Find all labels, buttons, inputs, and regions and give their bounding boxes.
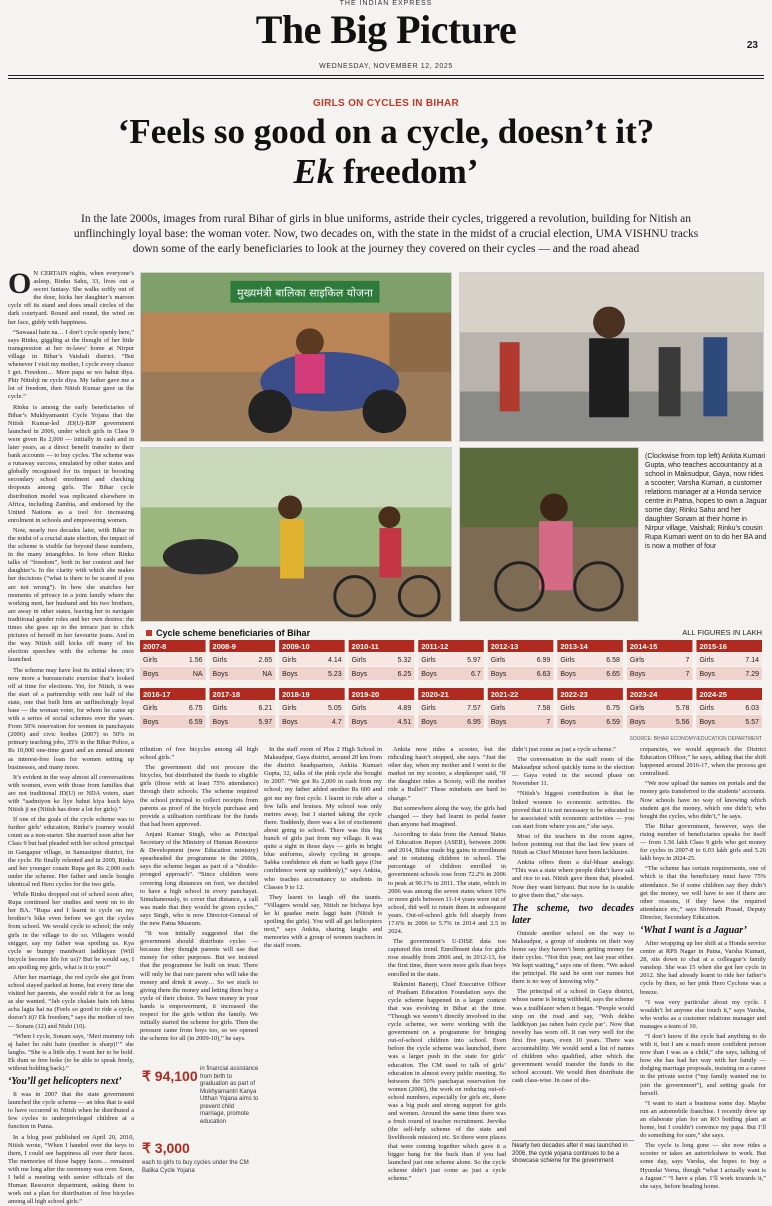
series-label: Girls (699, 657, 714, 664)
series-label: Boys (421, 671, 437, 678)
article-paragraph: But somewhere along the way, the girls had changed — they had learnt to pedal faster than anyone had imagined. (388, 804, 506, 828)
boys-value: 5.57 (745, 719, 759, 726)
article-paragraph: “We now upload the names on portals and the money gets transferred to the students’ accounts. Now schools have no way of knowing which student got the money, which one didn’t; who bought the cycles, who didn’t,” he says. (640, 780, 766, 820)
year-label: 2019-20 (351, 690, 380, 699)
article-paragraph: The conversation in the staff room of the Maksudpur school quickly turns to the election — Gaya voted in the second phase on November 11. (512, 756, 634, 788)
year-label: 2024-25 (699, 690, 727, 699)
beneficiaries-chart (140, 640, 766, 740)
article-paragraph: Now, nearly two decades later, with Bihar in the midst of a crucial state election, the impact of the scheme is visible far beyond these numbers, in the many intangibles. In how often Rinku talks of “freedom”, both in her context and her daughter’s. In the clarity with which she makes her decisions (“what is there to be scared if you are not wrong”). In how she snatches her moments of privacy in a joint family where the working men, her husband and his two brothers, are away in other states, leaving her to navigate traditional gender roles and her own desires: the times she goes up to the terrace just to click pictures of herself in her favourite jeans. And in the way Nitish still kicks off many of his election speeches with the scheme he once launched. (8, 526, 134, 664)
boys-value: 6.95 (467, 719, 481, 726)
photo-varsha-honda (459, 272, 764, 442)
boys-value: 6.59 (606, 719, 620, 726)
girls-value: 7.58 (536, 705, 551, 712)
standfirst: In the late 2000s, images from rural Bihar of girls in blue uniforms, astride their cycles, triggered a revolution, building for Nitish an unflinchingly loyal base: the woman voter. Now, two decades on, with the state in the midst of a crucial election, UMA VISHNU tracks down some of the early beneficiaries to look at the journey they covered on their cycles — and the road ahead (73, 213, 699, 255)
headline (0, 112, 772, 192)
article-column-6 (640, 746, 766, 1198)
series-label: Boys (699, 719, 716, 726)
girls-value: 4.89 (397, 705, 412, 712)
boys-value: 4.51 (397, 719, 412, 726)
series-label: Boys (421, 719, 437, 726)
series-label: Girls (212, 705, 227, 712)
series-label: Boys (212, 671, 229, 678)
series-label: Boys (212, 719, 229, 726)
year-label: 2014-15 (629, 642, 658, 651)
girls-value: 5.97 (467, 657, 481, 664)
article-paragraph: “I was very particular about my cycle. I wouldn’t let anyone else touch it,” says Varsha, who works as a customer relations manager and manages a team of 10. (640, 998, 766, 1030)
inline-photo-caption: Nearly two decades after it was launched in 2006, the cycle yojana continues to be a showcase scheme for the government (512, 1140, 634, 1166)
girls-value: 6.03 (745, 705, 759, 712)
article-paragraph: Ankita offers them a daf-bhaar analogy. “This was a state where people didn’t have salt and rice to eat. Nitish gave them that, pleaded. Now they want biriyani. But now he is unable to give them that,” she says. (512, 859, 634, 899)
girls-value: 7.14 (745, 657, 759, 664)
series-label: Girls (282, 705, 297, 712)
year-label: 2010-11 (351, 642, 379, 651)
series-label: Girls (212, 657, 227, 664)
series-label: Boys (629, 719, 646, 726)
subheading: ‘You’ll get helicopters next’ (8, 1076, 122, 1088)
article-paragraph: In a blog post published on April 20, 2010, Nitish wrote, “When I handed over the keys to them, I could see happiness all over their faces. The memories of those happy faces… remained with me long after the ceremony was over. Soon, I held a meeting with senior officials of the Human Resource department, asking them to work out a plan for distribution of free bicycles among all high school girls.” (8, 1133, 134, 1206)
article-paragraph: Rinku is among the early beneficiaries of Bihar’s Mukhyamantri Cycle Yojana that the Nitish Kumar-led JD(U)-BJP government launched in 2006, under which girls in Class 9 were given Rs 2,000 — initially in cash and in later years, as a direct benefit transfer to their bank accounts — to buy cycles. The scheme was a runaway success, emulated by other states and globally recognised for its impact in boosting secondary school enrolment and checking dropouts among girls. The Bihar cycle distribution model was replicated elsewhere in Africa, including Zambia, and endorsed by the United Nations as a tool for increasing enrolment in schools and empowering women. (8, 403, 134, 524)
girls-value: 6.21 (258, 705, 273, 712)
series-label: Boys (560, 719, 576, 726)
series-label: Boys (143, 719, 159, 726)
photo-ankita-illustration (141, 273, 451, 441)
article-paragraph: O N CERTAIN nights, when everyone’s asleep, Rinku Sahu, 33, lives out a secret fantasy. She walks softly out of the door, kicks her daughter’s maroon cycle off its stand and does small circles of the dark courtyard. Round and round, the wind on her face, giddy with happiness. (8, 267, 134, 326)
girls-value: 5.32 (397, 657, 412, 664)
girls-value: 5.05 (328, 705, 342, 712)
series-label: Boys (351, 671, 368, 678)
article-paragraph: The scheme may have lost its initial sheen; it’s now more a bureaucratic exercise that’s looked off at time for elections. Yet, for Nitish, it was the start of a partnership with one half of the state, one that built him an unflinchingly loyal base — the woman voter, for whom he came up with a series of social schemes over the years. From 50% reservation for women in panchayats (2006) and civic bodies (2007) to 50% in primary teaching jobs, 35% in the Bihar Police, a Rs 10,000 one-time grant and an annual amount as interest-free loan for women setting up businesses, and many more. (8, 666, 135, 771)
year-label: 2008-9 (212, 642, 236, 651)
boys-value: 7 (685, 671, 690, 678)
publisher-name: THE INDIAN EXPRESS (339, 0, 433, 7)
photo-rinku-sonam (140, 447, 452, 622)
photo-rupa-illustration (460, 448, 638, 621)
article-paragraph: The government did not procure the bicycles, but distributed the funds to eligible girls (those with at least 75% attendance) through their schools. The scheme required the school principal to collect receipts from parents as proof of the bicycle purchase and provide a utilisation certificate for the funds that had been approved. (140, 764, 258, 828)
year-label: 2020-21 (421, 690, 449, 699)
series-label: Girls (351, 657, 367, 664)
girls-value: 6.75 (188, 705, 203, 712)
article-paragraph: After her marriage, the red cycle she got from school stayed parked at home, but every time she visited her parents, she would ride it for as long as she wanted. “Jab cycle chalate hain toh kitna acha lagta hai na (Feels so good to ride a cycle, doesn’t it)? Ek freedom,” says the mother of two — Sonam (12) and Nishi (10). (8, 973, 134, 1030)
boys-value: 6.63 (536, 671, 551, 678)
year-label: 2022-23 (560, 690, 588, 699)
article-paragraph: tribution of free bicycles among all high school girls.” (140, 746, 258, 762)
girls-value: 6.58 (606, 657, 620, 664)
series-label: Boys (629, 671, 646, 678)
page-number: 23 (746, 40, 758, 51)
series-label: Girls (490, 657, 506, 664)
article-paragraph: The cycle is long gone — she now rides a scooter or takes an autorickshaw to work. But some day, says Varsha, she hopes to buy a Hyundai Verna, though “what I actually want is a Jaguar.” “I have a plan. I’ll work towards it,” she says, before heading home. (640, 1142, 766, 1190)
boys-value: 6.65 (606, 671, 620, 678)
article-paragraph: It was in 2007 that the state government launched the cycle scheme — an idea that is said to have occurred to Nitish when he distributed a few cycles to underprivileged children at a function in Patna. (8, 1091, 134, 1131)
article-paragraph: Most of the teachers in the room agree, before pointing out that the last few years of Nitish as Chief Minister have been lacklustre. (512, 832, 634, 857)
headline-italic: Ek (293, 152, 335, 191)
series-label: Girls (629, 657, 645, 664)
article-paragraph: The Bihar government, however, says the rising number of beneficiaries speaks for itself — from 1.56 lakh Class 9 girls who got money for cycles in 2007-8 to 6.03 lakh girls and 5.26 lakh boys in 2024-25. (640, 822, 766, 863)
chart-source: SOURCE: BIHAR ECONOMY/EDUCATION DEPARTMENT (629, 736, 762, 742)
article-paragraph: After wrapping up her shift at a Honda service centre at RPS Nagar in Patna, Varsha Kumari, 28, sits down to chat at a colleague’s family vanshop. She was 15 when she got her cycle in 2012. She had already learnt to ride her father’s cycle by then, so her pink Hero Cyclone was a breeze. (640, 939, 766, 996)
article-paragraph: Anjani Kumar Singh, who as Principal Secretary of the Ministry of Human Resource & Development (now Education ministry) spearheaded the programme in the 2000s, says the scheme began as part of a “double-pronged approach”. “Since children were covering long distances on foot, we decided to have a high school in every panchayat. Simultaneously, to cover that distance, a call was made that they would be given cycles,” says Singh, who is now Director-General of the new Patna Museum. (140, 830, 258, 927)
year-label: 2009-10 (282, 642, 310, 651)
article-paragraph: “Nitish’s biggest contribution is that he linked women to economic activities. He proved that it is not necessary to be educated to be associated with economic activities — you can start from where you are,” she says. (512, 790, 634, 830)
year-label: 2007-8 (143, 642, 167, 651)
article-column-4 (388, 746, 506, 1198)
series-label: Boys (560, 671, 576, 678)
year-label: 2018-19 (282, 690, 310, 699)
series-label: Boys (143, 671, 159, 678)
article-paragraph: While Rinku dropped out of school soon after, Rupa continued her studies and went on to do her BA. “Rupa and I learnt to cycle on my brother’s bike even before we got the cycles from school. We would cycle to school; the only girls in the village to do so. Villagers would snigger, say my father was spoiling us. Kya cycle se bumpy mandwari laddkiyan (Will bicycle become life for us)? But he would say, I am spoiling my girls, what is it to you?” (8, 891, 134, 971)
girls-value: 6.99 (536, 657, 551, 664)
article-paragraph: Outside another school on the way to Maksudpur, a group of students on their way home say they haven’t been getting money for their cycles. “Not this year, not last year either. We kept waiting,” says one of them. “We asked the principal. He said he sent our names but there is no way of knowing why.” (512, 929, 634, 986)
article-paragraph: “I want to start a business some day. Maybe run an automobile franchise. I recently drew up an elaborate plan for an RO bottling plant at home, but I couldn’t convince my papa. But I’ll do something for sure,” she says. (640, 1099, 766, 1140)
article-paragraph: The principal of a school in Gaya district, whose name is being withheld, says the scheme was a trailblazer when it began. “People would stop on the road and say, ‘Woh dekho laddkiyan jaa rahen hain cycle par’. Now that novelty has worn off. It ran very well for the first five years, even 10 years. There was accountability. We would send a list of names of children who qualified, after which the government would transfer the funds to the school account. We would then distribute the cash class-wise. In case of dis- (512, 988, 634, 1085)
article-paragraph: Rukmini Banerji, Chief Executive Officer of Pratham Education Foundation says the cycle scheme happened in a larger context that was evolving in Bihar at the time. “Though we weren’t directly involved in the cycle scheme, we were working with the government on a programme for bringing out-of-school children into school. Even before the cycle scheme was launched, there was a larger push in the state for girls’ education. The CM used to talk of girls’ education in almost every public meeting. So between the 50% panchayat reservation for women (2006), the work on reducing out-of-school numbers, especially for girls etc, there was a big push and strong support for girls and women. Around the same time there was a fresh round of teacher recruitment. Jeevika (the self-help scheme of the state and livelihoods mission) etc. So there were places that were coming together which gave it a bigger bang for the buck than if you had launched just one scheme alone. So the cycle scheme didn’t just come as just a cycle scheme.” (388, 980, 506, 1182)
series-label: Boys (282, 719, 298, 726)
photo-rinku-illustration (141, 448, 451, 621)
series-label: Boys (282, 671, 298, 678)
series-label: Girls (629, 705, 645, 712)
series-label: Girls (351, 705, 367, 712)
kicker: GIRLS ON CYCLES IN BIHAR (312, 98, 460, 109)
article-paragraph: “It was initially suggested that the government should distribute cycles — because they thought parents will use that money for other purposes. But we insisted that the programme be built on trust. There will only be that rare parent who will take the money and drink it away… So we stuck to giving them the money and letting them buy a cycle of their choice. To have money in your hands is empowerment, it increased the respect for the girls within the family. We initially started the scheme for girls. Then the pressure came from boys too, so we opened the scheme for all (in 2009-10),” he says. (140, 930, 258, 1043)
year-label: 2016-17 (143, 690, 171, 699)
boys-value: 7.29 (745, 671, 759, 678)
year-label: 2015-16 (699, 642, 727, 651)
girls-value: 4.14 (328, 657, 342, 664)
series-label: Boys (699, 671, 716, 678)
boys-value: NA (262, 671, 273, 678)
chart-title: Cycle scheme beneficiaries of Bihar (146, 628, 310, 638)
photo-caption: (Clockwise from top left) Ankita Kumari Gupta, who teaches accountancy at a school in Maksudpur, Gaya, now rides a scooter; Varsha Kumari, a customer relations manager at a Honda service centre in Patna, hopes to own a Jaguar some day; Rinku Sahu and her daughter Sonam at their home in Nirpur village, Vaishali; Rinku’s cousin Rupa Kumari went on to do her BA and is now a mother of four (645, 453, 767, 550)
sidebar-amount-2: ₹ 3,000 (142, 1140, 190, 1156)
article-paragraph: The government’s U-DISE data too captured this trend. Enrollment data for girls rose steadily from 2006 and, in 2012-13, for the first time, there were more girls than boys enrolled in the state. (388, 938, 506, 978)
series-label: Girls (143, 705, 158, 712)
banner-text: मुख्यमंत्री बालिका साइकिल योजना (236, 286, 373, 300)
boys-value: 6.7 (471, 671, 481, 678)
article-column-5 (512, 746, 634, 1198)
issue-date: WEDNESDAY, NOVEMBER 12, 2025 (319, 63, 453, 70)
boys-value: NA (192, 671, 203, 678)
boys-value: 6.59 (188, 719, 203, 726)
drop-cap: O (8, 267, 32, 300)
boys-value: 6.25 (397, 671, 412, 678)
article-column-2 (140, 746, 258, 1064)
chart-title-marker (146, 630, 152, 636)
article-column-3 (264, 746, 382, 1198)
year-label: 2013-14 (560, 642, 588, 651)
chart-units: ALL FIGURES IN LAKH (682, 628, 762, 637)
masthead-rule (8, 75, 764, 76)
girls-value: 5.78 (675, 705, 690, 712)
series-label: Girls (421, 657, 436, 664)
series-label: Boys (351, 719, 368, 726)
boys-value: 5.56 (675, 719, 690, 726)
headline-rest: freedom’ (334, 152, 479, 191)
photo-ankita-scooter (140, 272, 452, 442)
article-paragraph: In the staff room of Plus 2 High School in Maksudpur, Gaya district, around 20 km from the district headquarters, Ankita Kumari Gupta, 32, talks of the pink cycle she bought in 2007. “We got Rs 2,000 in cash from my school; my father added another Rs 600 and got me my first cycle. I learnt to ride after a few falls and bruises. My school was only metres away, but I started taking the cycle there. Suddenly, there was a lot of excitement about going to school. There was this big bunch of girls just from my village. It was quite a sight in those days — girls in bright blue uniforms, slowly cycling in groups. Sabka confidence ek dum se badh gaya (Our confidence went up suddenly),” says Ankita, who teaches accountancy to students in Classes 9 to 12. (264, 746, 382, 891)
series-label: Girls (490, 705, 506, 712)
boys-value: 7 (546, 719, 551, 726)
article-paragraph: If one of the goals of the cycle scheme was to further girls’ education, Rinku’s journey would count as a non-starter. She married soon after her Class 9 but had pleaded with her school principal in Gangapur village, in Samastipur district, for the cycle. He finally relented and in 2009, Rinku and her younger cousin Rupa got Rs 2,000 each under the scheme. Her father and uncle bought identical red Hero cycles for the two girls. (8, 816, 135, 888)
headline-line-2 (0, 152, 772, 192)
article-paragraph: “When I cycle, Sonam says, ‘Meri mummy toh aj haber ho rahi hain (mother is sharp)!’” she laughs. “She is a little shy. I want her to be bold. Ek dum se free hoke (to be able to speak freely, without holding back).” (8, 1032, 134, 1072)
girls-value: 7 (685, 657, 690, 664)
article-paragraph: “The scheme has certain requirements, one of which is that the beneficiary must have 75% attendance. So if some children say they didn’t get the money, we will have to see if there are other reasons, if they have the required attendance etc,” says Shivnath Prasad, Deputy Director, Secondary Education. (640, 865, 766, 921)
boys-value: 5.23 (328, 671, 342, 678)
girls-value: 7.57 (467, 705, 481, 712)
article-paragraph: didn’t just come as just a cycle scheme.” (512, 746, 616, 753)
article-paragraph: They learnt to laugh off the taunts. “Villagers would say, Nitish ne bichaya kya ke ki gaadau mein laggi hain (Nitish is spoiling the girls). You will all get helicopters next,” says Ankita, sharing laughs and memories with a group of women teachers in the staff room. (264, 893, 382, 950)
boys-value: 5.97 (258, 719, 273, 726)
series-label: Boys (490, 719, 507, 726)
section-title: The Big Picture (255, 7, 517, 52)
year-label: 2023-24 (629, 690, 658, 699)
series-label: Girls (560, 657, 575, 664)
article-paragraph: According to data from the Annual Status of Education Report (ASER), between 2006 and 2014, Bihar made big gains in enrollment and in retaining children in school. The percentage of children enrolled in government schools rose from 72.2% in 2006 to peak at 90.1% in 2011. The state, which in 2006 was among the seven states where 10% or more girls between 11-14 years were out of school, did well to retain them in subsequent years. Out-of-school girls fell sharply from 17.6% in 2006 to 5.7% in 2014 and 2.5 in 2024. (388, 830, 506, 936)
year-label: 2012-13 (490, 642, 519, 651)
photo-varsha-illustration (460, 273, 763, 441)
photo-rupa-kumari (459, 447, 639, 622)
headline-line-1: ‘Feels so good on a cycle, doesn’t it? (117, 112, 655, 151)
girls-value: 6.75 (606, 705, 620, 712)
article-paragraph: crepancies, we would approach the District Education Officer,” he says, adding that the shift happened around 2016-17, when the process got centralised. (640, 746, 766, 778)
article-paragraph: “I don’t know if the cycle had anything to do with it, but I am a much more confident person now than I was as a child,” she says, talking of how she has had her way with her family — dodging marriage proposals, insisting on a career in the private sector (“my family wanted me to join the government”), and setting goals for herself. (640, 1033, 766, 1097)
article-paragraph: It’s evident in the way almost all conversations with women, even with those from families that are not traditional JD(U) or NDA voters, start with “aadmiyon ke liye bahut kiya kuch kiya Nitish ji ne (Nitish has done a lot for girls).” (8, 773, 134, 814)
girls-value: 2.65 (258, 657, 273, 664)
subheading: The scheme, two decades later (512, 902, 634, 926)
boys-value: 4.7 (331, 719, 342, 726)
year-label: 2021-22 (490, 690, 519, 699)
series-label: Girls (421, 705, 436, 712)
series-label: Boys (490, 671, 507, 678)
sidebar-note-1: in financial assistance from birth to graduation as part of Mukhyamantri Kanya Utthan Yojana aims to prevent child marriage, promote education (200, 1066, 259, 1125)
article-column-1 (8, 267, 135, 1206)
series-label: Girls (143, 657, 158, 664)
year-label: 2011-12 (421, 642, 449, 651)
year-label: 2017-18 (212, 690, 241, 699)
series-label: Girls (699, 705, 714, 712)
article-paragraph: “Sawaaal hain na… I don’t cycle openly here,” says Rinku, giggling at the thought of her little transgression at her in-laws’ home at Nirpur village in Bihar’s Vaishali district. “But whenever I visit my mother, I cycle every chance I get. Freedom… Mere papa se wo bahut diya. Phir Nitishji ne cycle diya. My father gave me a lot of freedom, then Nitish Kumar gave us the cycle.” (8, 328, 134, 401)
masthead-rule-2 (8, 78, 764, 79)
series-label: Girls (560, 705, 575, 712)
subheading: ‘What I want is a Jaguar’ (640, 924, 747, 936)
series-label: Girls (282, 657, 297, 664)
girls-value: 1.56 (188, 657, 203, 664)
article-paragraph: Ankita now rides a scooter, but the ridiculing hasn’t stopped, she says. “Just the other day, when my mother and I went to the market on my scooter, a shopkeeper said, ‘If the daughter rides a Scooty, will the mother ride a Bullet?’ These mindsets are hard to change.” (388, 746, 506, 802)
sidebar-note-2: each to girls to buy cycles under the CM Balika Cycle Yojana (142, 1160, 249, 1174)
sidebar-amount-1: ₹ 94,100 (142, 1068, 198, 1084)
